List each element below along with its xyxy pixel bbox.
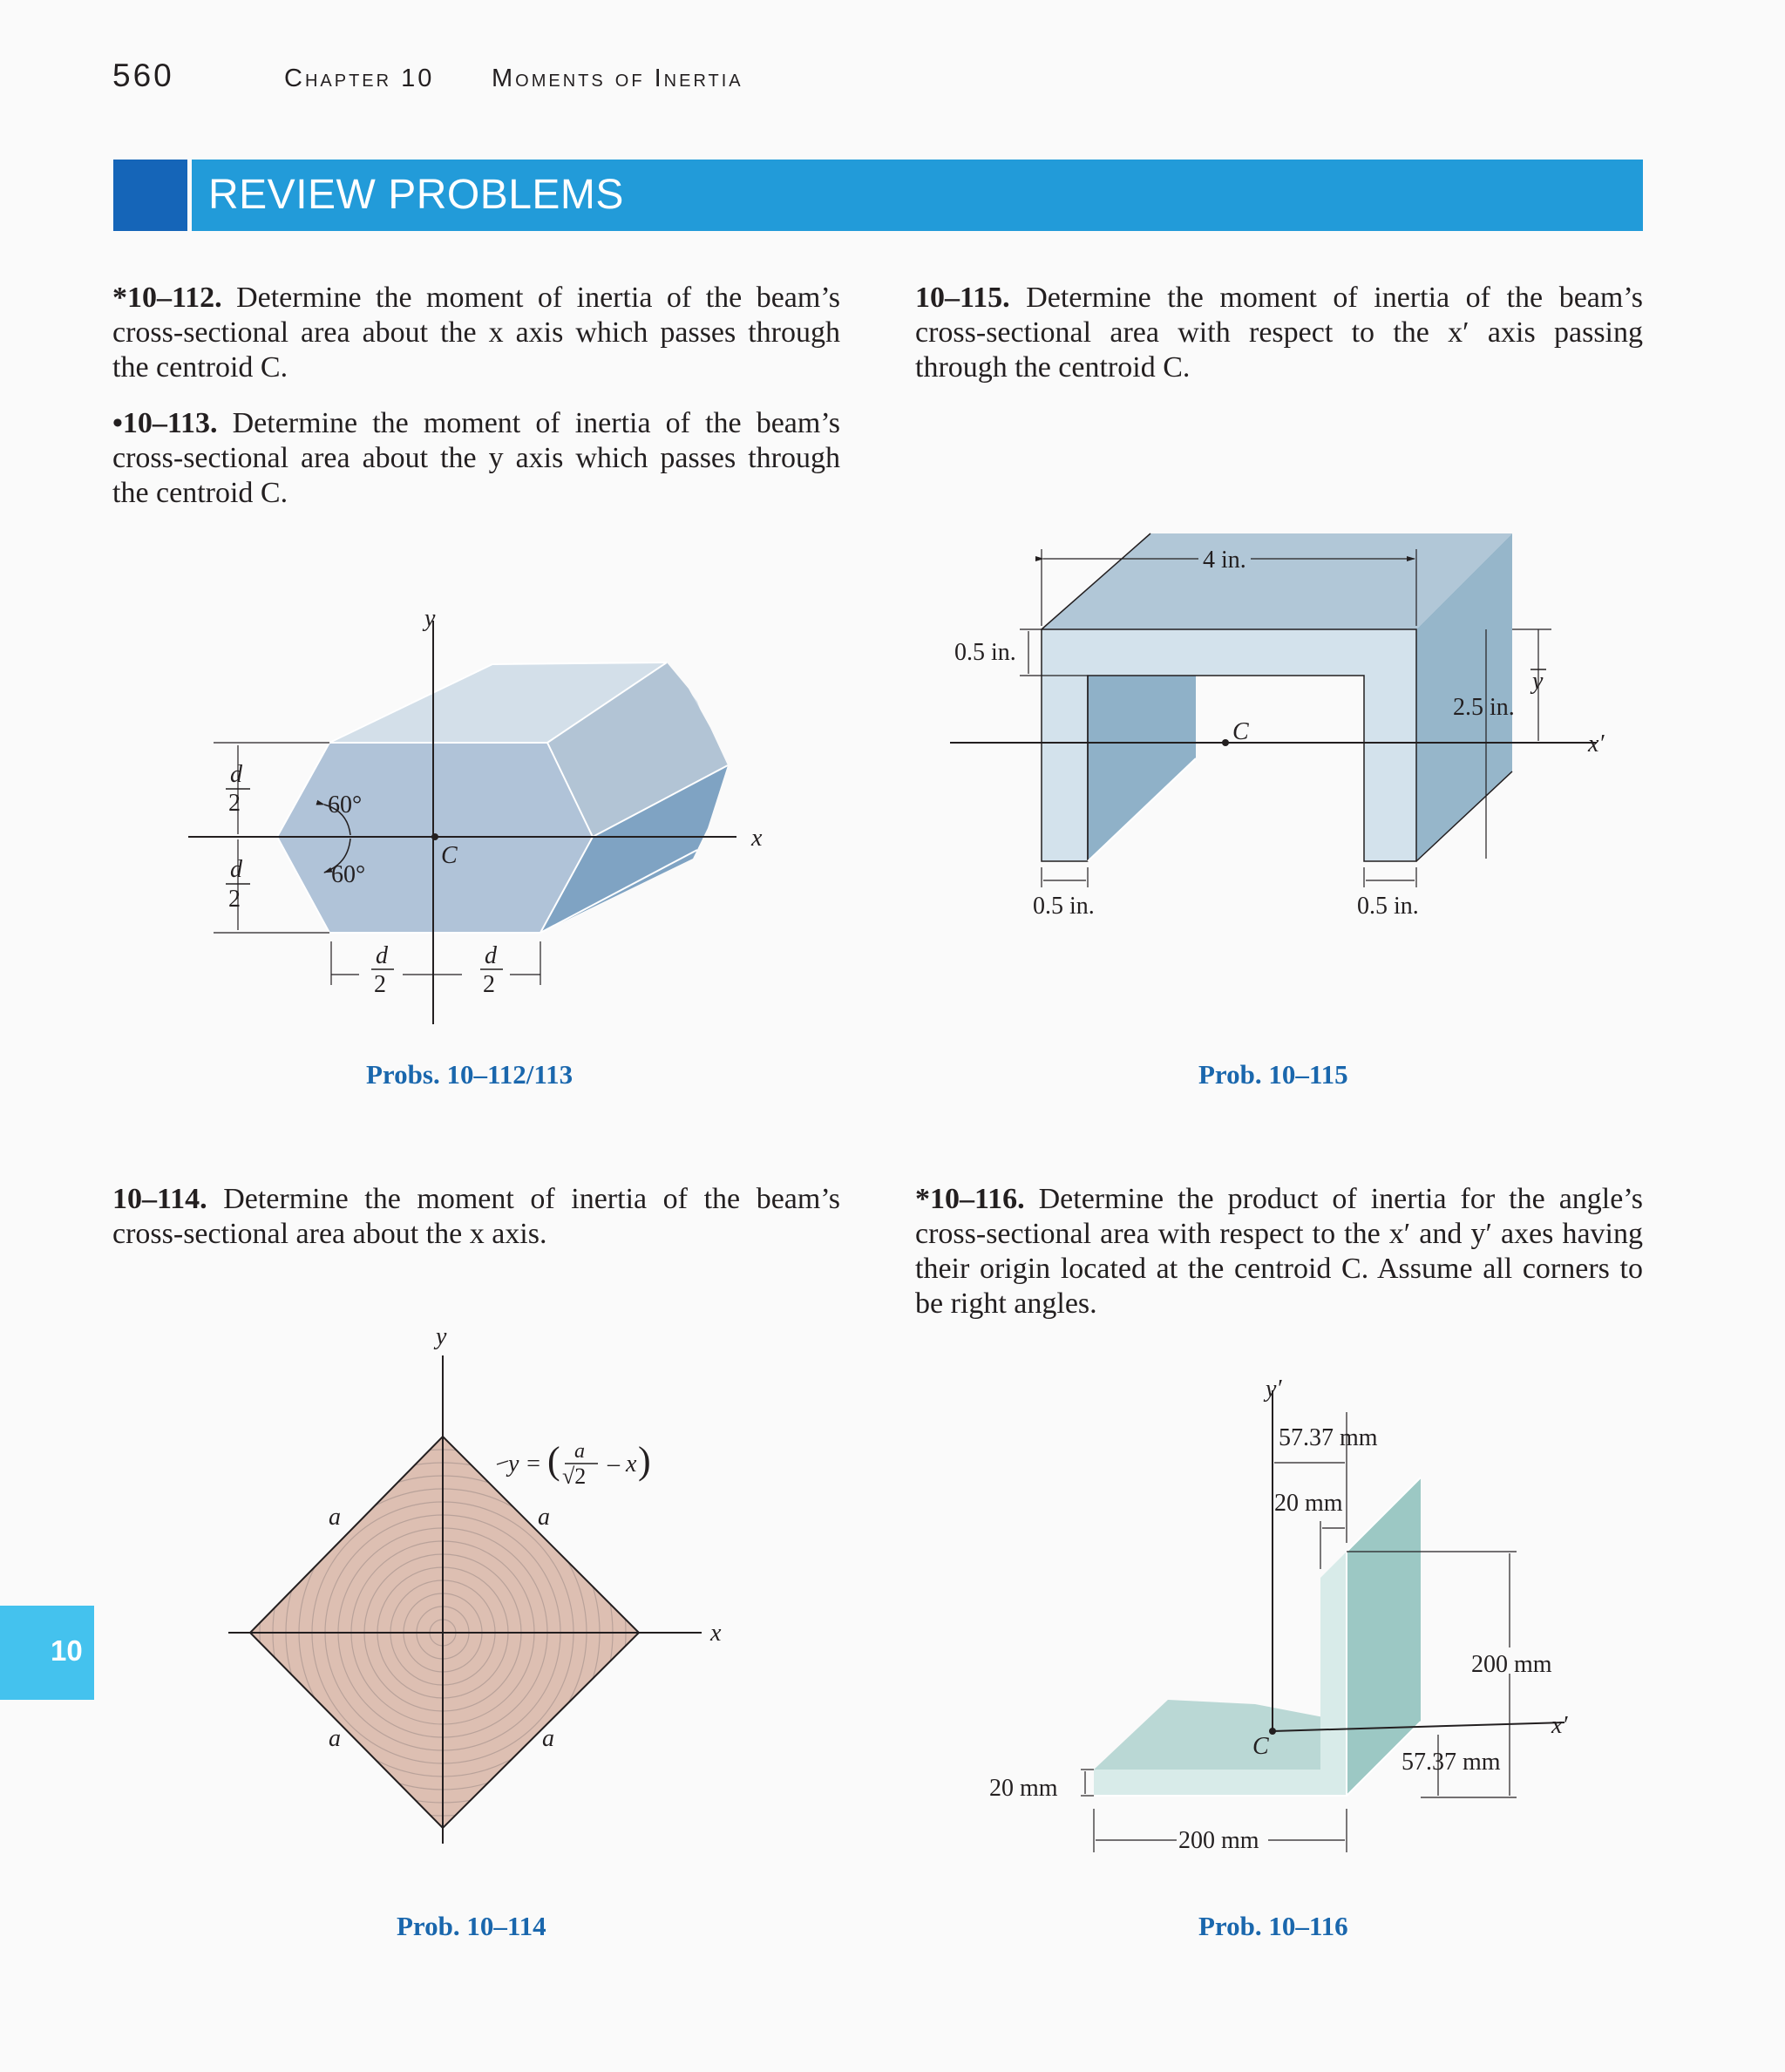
problem-number: 10–115. — [915, 282, 1010, 314]
dim-2-label: 2 — [483, 971, 495, 998]
centroid-x-offset-label: 57.37 mm — [1279, 1424, 1378, 1451]
angle-horizontal-top-face — [1094, 1700, 1347, 1770]
dim-2-label: 2 — [228, 790, 241, 817]
y-axis-label: y — [424, 605, 436, 632]
centroid-y-offset-label: 57.37 mm — [1402, 1749, 1501, 1776]
side-label: a — [542, 1725, 554, 1752]
chapter-label: Chapter 10 — [284, 65, 435, 92]
chapter-side-tab-label: 10 — [51, 1634, 83, 1667]
equation-x: – x — [607, 1450, 637, 1478]
centroid-label: C — [1232, 718, 1249, 745]
problem-text: Determine the moment of inertia of the beam’s cross-sectional area about the x axis which passes through the centroid C. — [112, 282, 840, 384]
leg-thickness-label: 20 mm — [1274, 1490, 1343, 1517]
problem-text: Determine the moment of inertia of the beam’s cross-sectional area about the y axis which passes through the centroid C. — [112, 407, 840, 509]
side-label: a — [329, 1725, 341, 1752]
x-prime-label: x′ — [1551, 1712, 1568, 1739]
flange-thickness-label: 20 mm — [989, 1775, 1058, 1802]
problem-number: •10–113. — [112, 407, 218, 439]
equation-numerator: a — [574, 1440, 585, 1463]
dim-d-label: d — [485, 942, 497, 969]
problem-text: Determine the moment of inertia of the beam’s cross-sectional area with respect to the x′ axis passing through the centroid C. — [915, 282, 1643, 384]
chapter-title: Moments of Inertia — [492, 65, 743, 92]
equation-paren: ) — [638, 1439, 651, 1482]
vertical-leg-length-label: 200 mm — [1471, 1651, 1552, 1678]
dim-d-label: d — [230, 856, 242, 883]
ybar-label: y — [1532, 668, 1544, 695]
section-title: REVIEW PROBLEMS — [208, 172, 624, 218]
height-dim-label: 2.5 in. — [1453, 694, 1515, 721]
side-label: a — [538, 1504, 550, 1531]
x-axis-label: x — [751, 825, 763, 852]
horizontal-leg-length-label: 200 mm — [1178, 1827, 1259, 1854]
figure-caption: Prob. 10–114 — [397, 1911, 546, 1941]
dim-2-label: 2 — [374, 971, 386, 998]
equation-paren: ( — [547, 1439, 560, 1482]
page-number: 560 — [112, 58, 174, 93]
right-leg-width-label: 0.5 in. — [1357, 893, 1419, 920]
equation-lhs: y = — [508, 1450, 542, 1478]
width-dim-label: 4 in. — [1203, 547, 1246, 574]
problem-text: Determine the product of inertia for the angle’s cross-sectional area with respect to the x′ and y′ axes having their origin located at the centroid C. Assume all corners to be right angles. — [915, 1183, 1643, 1320]
centroid-point — [1269, 1728, 1276, 1735]
figure-caption: Prob. 10–116 — [1198, 1911, 1348, 1941]
problem-number: *10–112. — [112, 282, 222, 314]
equation-denominator: √2 — [562, 1464, 587, 1489]
left-leg-width-label: 0.5 in. — [1033, 893, 1095, 920]
problem-number: *10–116. — [915, 1183, 1025, 1215]
centroid-label: C — [441, 842, 458, 869]
figure-caption: Probs. 10–112/113 — [366, 1059, 574, 1090]
problem-text: Determine the moment of inertia of the beam’s cross-sectional area about the x axis. — [112, 1183, 840, 1250]
problem-number: 10–114. — [112, 1183, 207, 1215]
angle-label-lower: 60° — [331, 861, 366, 888]
side-label: a — [329, 1504, 341, 1531]
x-prime-label: x′ — [1588, 730, 1605, 757]
y-axis-label: y — [436, 1323, 447, 1350]
x-axis-label: x — [710, 1620, 722, 1647]
dim-d-label: d — [376, 942, 388, 969]
dim-2-label: 2 — [228, 886, 241, 913]
angle-label-upper: 60° — [328, 791, 363, 819]
y-prime-label: y′ — [1266, 1376, 1282, 1403]
flange-thickness-label: 0.5 in. — [954, 639, 1016, 666]
centroid-label: C — [1252, 1733, 1269, 1760]
figure-caption: Prob. 10–115 — [1198, 1059, 1348, 1090]
dim-d-label: d — [230, 761, 242, 788]
angle-horizontal-front-face — [1094, 1770, 1347, 1796]
